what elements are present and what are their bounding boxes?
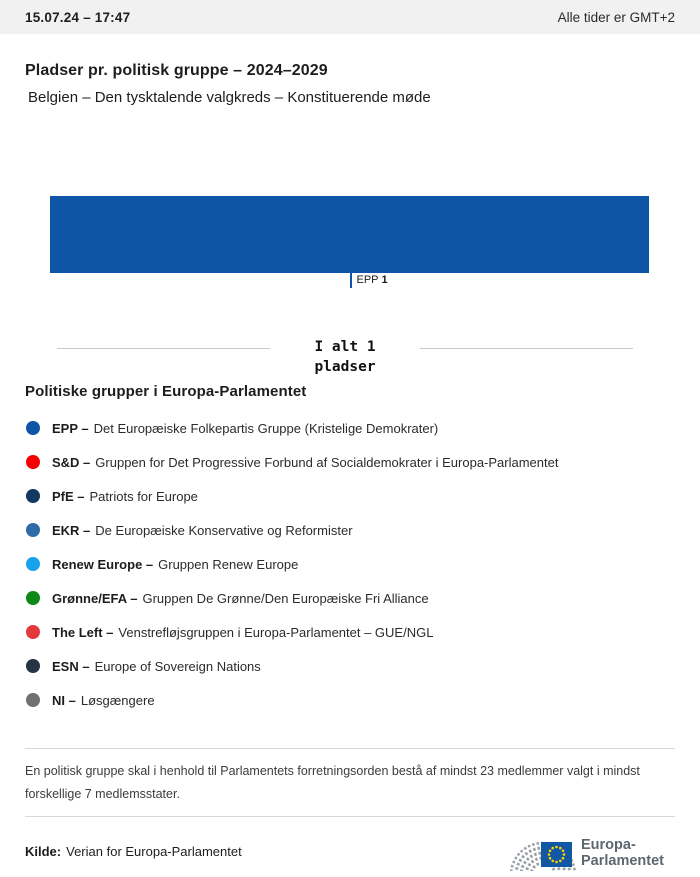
total-seats-row — [25, 337, 675, 377]
total-seats-line1: I alt 1 — [314, 339, 376, 355]
legend-abbr: NI – — [52, 692, 76, 708]
seats-bar-chart — [50, 196, 649, 273]
legend-name: Venstrefløjsgruppen i Europa-Parlamentet – GUE/NGL — [118, 624, 434, 640]
greens-efa-color-dot — [26, 591, 40, 605]
legend-item-ni — [25, 683, 675, 717]
source-label: Kilde: — [25, 843, 62, 859]
legend-name: Europe of Sovereign Nations — [94, 658, 261, 674]
sd-color-dot — [26, 455, 40, 469]
seats-bar — [50, 196, 649, 273]
legend-name: Gruppen Renew Europe — [158, 556, 299, 572]
legend-abbr: S&D – — [52, 454, 91, 470]
footnote-text: En politisk gruppe skal i henhold til Parlamentets forretningsorden bestå af mindst 23 medlemmer valgt i mindst forskellige 7 medlemsstater. — [25, 764, 640, 801]
footnote-divider — [25, 748, 675, 749]
legend-list — [25, 411, 675, 717]
ekr-color-dot — [26, 523, 40, 537]
eu-flag-icon — [541, 842, 572, 867]
legend-abbr: ESN – — [52, 658, 90, 674]
total-rule-right — [420, 348, 633, 349]
legend-item-esn — [25, 649, 675, 683]
footer — [25, 825, 675, 877]
legend-heading: Politiske grupper i Europa-Parlamentet — [25, 383, 307, 400]
legend-item-ekr — [25, 513, 675, 547]
page-title: Pladser pr. politisk gruppe – 2024–2029 — [25, 62, 328, 79]
datetime-label: 15.07.24 – 17:47 — [25, 9, 131, 25]
legend-item-sd — [25, 445, 675, 479]
legend-abbr: EKR – — [52, 522, 91, 538]
legend-abbr: EPP – — [52, 420, 89, 436]
legend-abbr: The Left – — [52, 624, 114, 640]
bar-segment-epp — [50, 196, 649, 273]
total-rule-left — [57, 348, 270, 349]
legend-item-greens-efa — [25, 581, 675, 615]
legend-name: De Europæiske Konservative og Reformister — [95, 522, 353, 538]
bar-tick-mark — [350, 273, 352, 288]
logo-wordmark: Europa- Parlamentet — [581, 837, 665, 869]
total-seats-line2: pladser — [314, 359, 376, 375]
bar-tick-group-name: EPP — [356, 274, 379, 286]
legend-item-the-left — [25, 615, 675, 649]
legend-item-pfe — [25, 479, 675, 513]
timezone-note: Alle tider er GMT+2 — [557, 9, 675, 25]
legend-name: Gruppen De Grønne/Den Europæiske Fri Alliance — [142, 590, 429, 606]
header-bar — [0, 0, 700, 34]
page-subtitle: Belgien – Den tysktalende valgkreds – Konstituerende møde — [28, 89, 431, 106]
legend-item-epp — [25, 411, 675, 445]
footer-divider — [25, 816, 675, 817]
source-text: Verian for Europa-Parlamentet — [66, 843, 242, 859]
european-parliament-logo — [505, 829, 675, 873]
main-content — [0, 62, 700, 877]
pfe-color-dot — [26, 489, 40, 503]
bar-tick-group-value: 1 — [381, 274, 388, 286]
legend-abbr: Renew Europe – — [52, 556, 154, 572]
esn-color-dot — [26, 659, 40, 673]
legend-item-renew — [25, 547, 675, 581]
bar-tick-row — [50, 273, 649, 295]
legend-name: Gruppen for Det Progressive Forbund af Socialdemokrater i Europa-Parlamentet — [95, 454, 559, 470]
renew-color-dot — [26, 557, 40, 571]
epp-color-dot — [26, 421, 40, 435]
legend-name: Patriots for Europe — [89, 488, 198, 504]
legend-name: Det Europæiske Folkepartis Gruppe (Kristelige Demokrater) — [93, 420, 439, 436]
legend-abbr: PfE – — [52, 488, 85, 504]
total-seats-label — [270, 337, 420, 377]
the-left-color-dot — [26, 625, 40, 639]
bar-tick-label — [357, 274, 388, 286]
legend-abbr: Grønne/EFA – — [52, 590, 138, 606]
source-line — [25, 844, 242, 859]
ni-color-dot — [26, 693, 40, 707]
legend-name: Løsgængere — [80, 692, 155, 708]
